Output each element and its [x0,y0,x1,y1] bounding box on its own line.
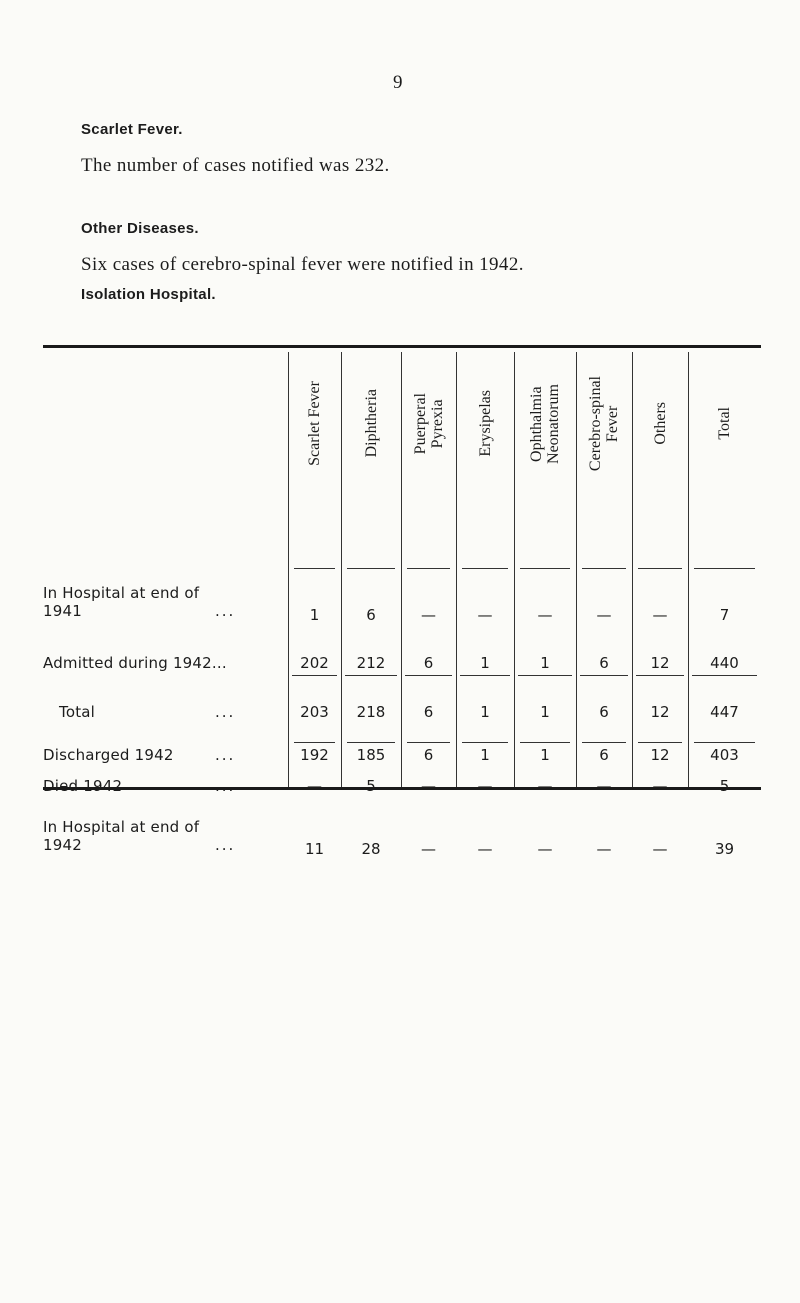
table-cell: — [652,606,668,624]
table-cell: 6 [423,703,434,721]
cell-divider [294,568,335,569]
cell-divider [582,568,626,569]
sum-rule [518,675,572,676]
row-label-admitted-during-1942 [43,654,283,672]
cell-divider [462,568,508,569]
cell-divider [462,742,508,743]
cell-divider [294,742,335,743]
row-label-died-1942 [43,777,283,795]
col-header-others [632,352,688,495]
table-cell: 6 [599,703,609,721]
table-cell: — [652,840,668,858]
table-cell: 12 [650,703,670,721]
table-cell: 6 [366,606,376,624]
column-divider [514,352,515,787]
row-label-in-hospital-at-end-of-1941 [43,584,283,620]
col-header-total [688,352,761,495]
table-cell: 212 [356,654,386,672]
table-cell: 202 [300,654,329,672]
page-number: 9 [393,72,403,93]
table-cell: — [596,777,612,795]
row-label-in-hospital-at-end-of-1942 [43,818,283,854]
table-cell: 6 [423,654,434,672]
table-cell: 5 [719,777,730,795]
table-cell: — [596,606,612,624]
table-cell: 447 [710,703,739,721]
table-cell: 28 [361,840,381,858]
table-cell: — [307,777,322,795]
col-header-label: Total [716,407,733,440]
leader-dots: ... [215,836,236,854]
table-cell: 1 [540,746,550,764]
table-cell: — [537,777,553,795]
col-header-puerperal-pyrexia [401,352,456,495]
table-cell: 1 [480,654,490,672]
leader-dots: ... [215,746,236,764]
sum-rule [692,675,757,676]
table-cell: — [537,606,553,624]
leader-dots: ... [215,777,236,795]
table-cell: 1 [309,606,320,624]
row-label-text: Discharged 1942 [43,746,174,764]
cell-divider [520,742,570,743]
table-cell: 203 [300,703,329,721]
other-diseases-heading: Other Diseases. [81,220,199,237]
sum-rule [292,675,337,676]
table-cell: — [596,840,612,858]
col-header-label: Erysipelas [476,390,494,457]
col-header-ophthalmia-neonatorum [514,352,576,495]
table-cell: 192 [300,746,329,764]
table-cell: 6 [423,746,434,764]
table-cell: 403 [710,746,739,764]
row-label-discharged-1942 [43,746,283,764]
other-diseases-text: Six cases of cerebro-spinal fever were notified in 1942. [81,254,524,275]
sum-rule [405,675,452,676]
table-top-rule [43,345,761,348]
table-cell: — [477,840,493,858]
sum-rule [345,675,397,676]
sum-rule [460,675,510,676]
table-cell: — [652,777,668,795]
row-label-text: In Hospital at end of 1941 [43,584,200,620]
cell-divider [347,568,395,569]
cell-divider [638,568,682,569]
table-cell: 218 [356,703,386,721]
table-cell: 39 [714,840,735,858]
row-label-text: In Hospital at end of 1942 [43,818,200,854]
col-header-diphtheria [341,352,401,495]
cell-divider [407,742,450,743]
row-label-text: Died 1942 [43,777,123,795]
table-cell: 11 [304,840,325,858]
col-header-label: Ophthalmia Neonatorum [528,383,562,464]
col-header-label: Others [651,402,669,445]
table-cell: 6 [599,746,609,764]
row-label-total [43,703,283,721]
scarlet-fever-text: The number of cases notified was 232. [81,155,390,176]
table-cell: — [421,606,436,624]
cell-divider [582,742,626,743]
cell-divider [347,742,395,743]
table-cell: 6 [599,654,609,672]
row-label-text: Admitted during 1942... [43,654,227,672]
column-divider [401,352,402,787]
table-cell: — [537,840,553,858]
column-divider [288,352,289,787]
sum-rule [636,675,684,676]
column-divider [632,352,633,787]
sum-rule [580,675,628,676]
row-label-text: Total [59,703,96,721]
column-divider [576,352,577,787]
table-cell: 1 [540,703,550,721]
column-divider [341,352,342,787]
cell-divider [520,568,570,569]
table-cell: — [477,777,493,795]
cell-divider [638,742,682,743]
table-cell: — [421,840,436,858]
column-divider [456,352,457,787]
table-cell: 12 [650,746,670,764]
table-cell: 1 [480,746,490,764]
column-divider [688,352,689,787]
cell-divider [694,568,755,569]
col-header-cerebro-spinal-fever [576,352,632,495]
table-cell: 1 [540,654,550,672]
table-cell: — [421,777,436,795]
table-cell: — [477,606,493,624]
table-cell: 1 [480,703,490,721]
isolation-hospital-heading: Isolation Hospital. [81,286,216,303]
table-cell: 185 [356,746,386,764]
table-cell: 7 [719,606,730,624]
table-cell: 440 [710,654,739,672]
table-cell: 5 [366,777,376,795]
col-header-label: Puerperal Pyrexia [411,392,446,455]
col-header-erysipelas [456,352,514,495]
table-cell: 12 [650,654,670,672]
leader-dots: ... [215,703,236,721]
col-header-scarlet-fever [288,352,341,495]
col-header-label: Diphtheria [362,389,380,458]
leader-dots: ... [215,602,236,620]
cell-divider [694,742,755,743]
scarlet-fever-heading: Scarlet Fever. [81,121,183,138]
col-header-label: Cerebro-spinal Fever [587,375,621,472]
cell-divider [407,568,450,569]
col-header-label: Scarlet Fever [306,381,323,466]
